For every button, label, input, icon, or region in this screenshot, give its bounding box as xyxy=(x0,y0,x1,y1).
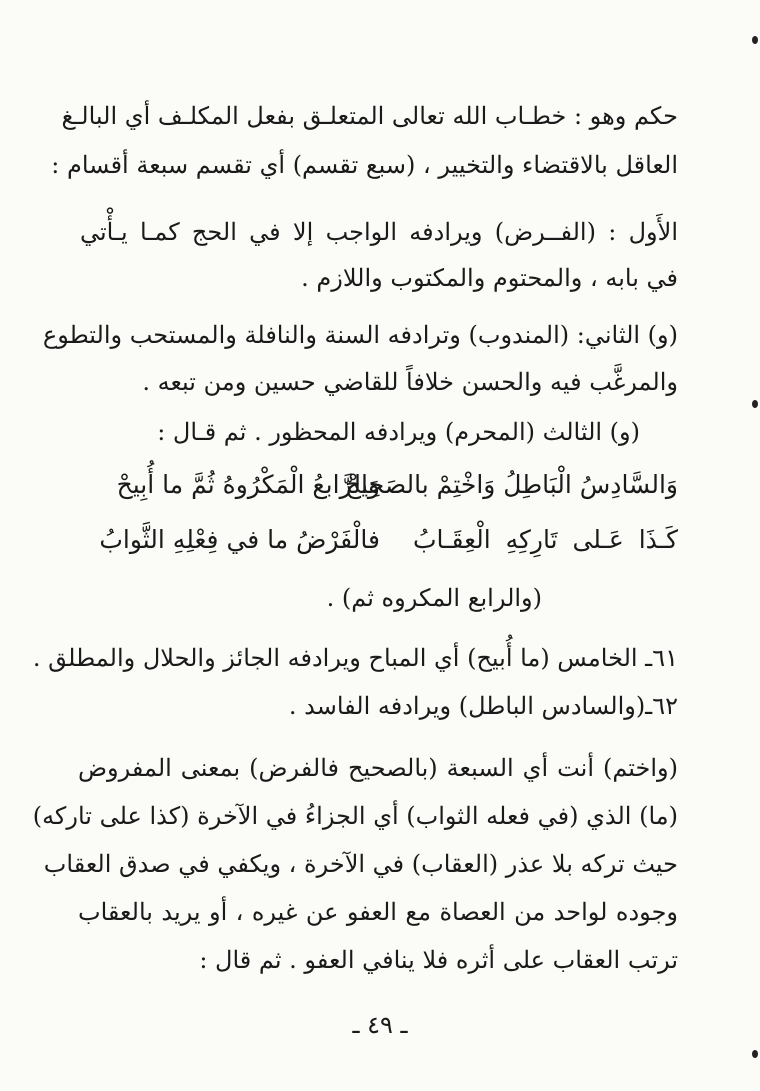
page-number: ـ ٤٩ ـ xyxy=(352,1011,408,1039)
poem-hemistich-first: وَالرَّابعُ الْمَكْرُوهُ ثُمَّ ما أُبِيحْ xyxy=(116,470,380,499)
text-line: (ما) الذي (في فعله الثواب) أي الجزاءُ في الآخرة (كذا على تاركه) xyxy=(32,802,678,830)
text-line: حيث تركه بلا عذر (العقاب) في الآخرة ، ويكفي في صدق العقاب xyxy=(43,850,678,878)
text-line: (و) الثالث (المحرم) ويرادفه المحظور . ثم قـال : xyxy=(157,418,640,446)
text-line: الأَول : (الفــرض) ويرادفه الواجب إلا في الحج كمـا يـأْتي xyxy=(80,218,678,246)
text-line: (والرابع المكروه ثم) . xyxy=(326,584,542,612)
text-line: وجوده لواحد من العصاة مع العفو عن غيره ، أو يريد بالعقاب xyxy=(78,898,678,926)
text-line: ترتب العقاب على أثره فلا ينافي العفو . ثم قال : xyxy=(199,946,678,974)
poem-hemistich-second: وَالسَّادِسُ الْبَاطِلُ وَاخْتِمْ بالصَحِيحْ xyxy=(345,470,678,499)
text-line: ٦١ـ الخامس (ما أُبيح) أي المباح ويرادفه الجائز والحلال والمطلق . xyxy=(32,644,678,672)
edge-mark xyxy=(752,400,758,408)
text-line: العاقل بالاقتضاء والتخيير ، (سبع تقسم) أي تقسم سبعة أقسام : xyxy=(51,151,678,179)
poem-hemistich-first: فالْفَرْضُ ما في فِعْلِهِ الثَّوابُ xyxy=(99,525,380,554)
text-line: ٦٢ـ(والسادس الباطل) ويرادفه الفاسد . xyxy=(288,692,678,720)
edge-mark xyxy=(752,36,758,44)
edge-mark xyxy=(752,1050,758,1058)
text-line: حكم وهو : خطـاب الله تعالى المتعلـق بفعل المكلـف أي البالـغ xyxy=(61,102,678,130)
poem-hemistich-second: كَـذَا عَـلى تَارِكِهِ الْعِقَـابُ xyxy=(413,525,678,554)
text-line: في بابه ، والمحتوم والمكتوب واللازم . xyxy=(301,264,678,292)
text-line: (و) الثاني: (المندوب) وترادفه السنة والنافلة والمستحب والتطوع xyxy=(42,321,678,349)
text-line: والمرغَّب فيه والحسن خلافاً للقاضي حسين ومن تبعه . xyxy=(142,368,678,396)
text-line: (واختم) أنت أي السبعة (بالصحيح فالفرض) بمعنى المفروض xyxy=(78,754,678,782)
